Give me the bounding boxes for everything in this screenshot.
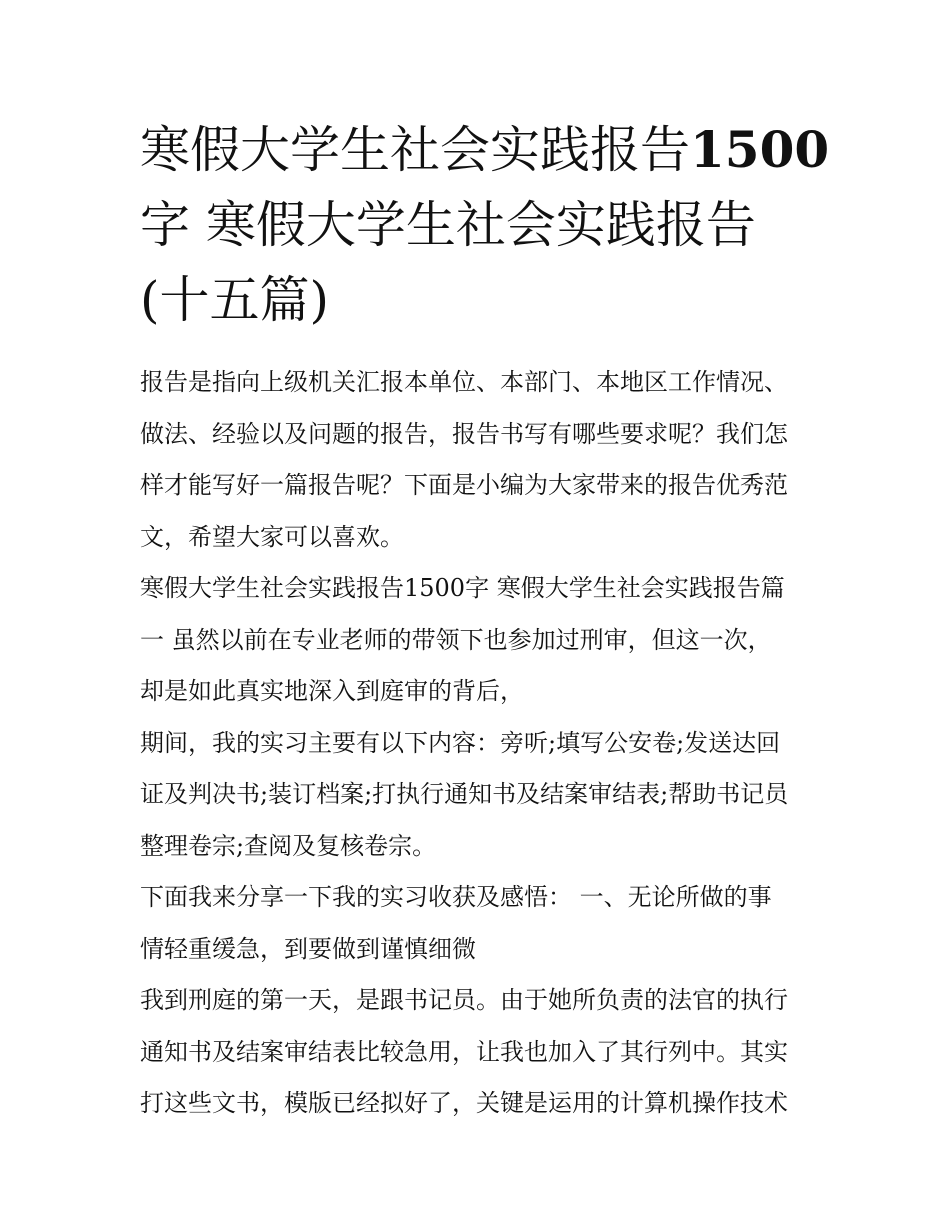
body-line: 一 虽然以前在专业老师的带领下也参加过刑审，但这一次， (140, 625, 772, 654)
title-line-3: (十五篇) (140, 271, 330, 329)
body-line: 证及判决书;装订档案;打执行通知书及结案审结表;帮助书记员 (140, 780, 789, 808)
body-line: 样才能写好一篇报告呢？下面是小编为大家带来的报告优秀范 (140, 471, 788, 499)
body-line: 报告是指向上级机关汇报本单位、本部门、本地区工作情况、 (140, 368, 788, 396)
body-line: 文，希望大家可以喜欢。 (140, 522, 404, 551)
body-line: 通知书及结案审结表比较急用，让我也加入了其行列中。其实 (140, 1037, 788, 1066)
body-line: 却是如此真实地深入到庭审的背后， (140, 677, 524, 705)
body-line: 整理卷宗;查阅及复核卷宗。 (140, 831, 437, 860)
body-line: 期间，我的实习主要有以下内容：旁听;填写公安卷;发送达回 (140, 728, 781, 757)
body-line: 下面我来分享一下我的实习收获及感悟： 一、无论所做的事 (140, 883, 772, 911)
title-line-1: 寒假大学生社会实践报告1500 (140, 120, 830, 179)
document-body (140, 357, 840, 1130)
body-line: 做法、经验以及问题的报告，报告书写有哪些要求呢？我们怎 (140, 419, 788, 448)
body-line: 寒假大学生社会实践报告1500字 寒假大学生社会实践报告篇 (140, 574, 785, 602)
body-line: 情轻重缓急，到要做到谨慎细微 (140, 934, 476, 963)
body-line: 打这些文书，模版已经拟好了，关键是运用的计算机操作技术 (140, 1089, 788, 1117)
document-title (140, 112, 840, 338)
title-line-2: 字 寒假大学生社会实践报告 (140, 196, 756, 254)
body-line: 我到刑庭的第一天，是跟书记员。由于她所负责的法官的执行 (140, 986, 788, 1014)
